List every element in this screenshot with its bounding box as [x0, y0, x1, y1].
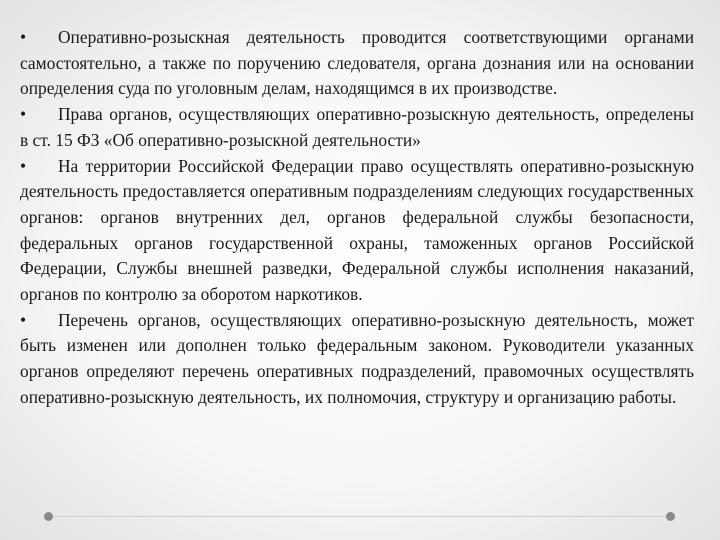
footer-right-dot-icon	[666, 512, 675, 521]
paragraph-3	[20, 154, 694, 308]
footer-left-dot-icon	[44, 512, 53, 521]
paragraph-3-text: На территории Российской Федерации право осуществлять оперативно-розыскную деятельность предоставляется оперативным подразделениям следующих государственных органов: органов внутренних дел, органов федеральной службы безопасности, федеральных органов государственной охраны, таможенных органов Российской Федерации, Службы внешней разведки, Федеральной службы исполнения наказаний, органов по контролю за оборотом наркотиков.	[20, 155, 694, 305]
paragraph-1-text: Оперативно-розыскная деятельность проводится соответствующими органами самостоятельно, а также по поручению следователя, органа дознания или на основании определения суда по уголовным делам, находящимся в их производстве.	[20, 27, 694, 99]
paragraph-2-text: Права органов, осуществляющих оперативно-розыскную деятельность, определены в ст. 15 ФЗ «Об оперативно-розыскной деятельности»	[20, 104, 694, 150]
bullet-2: •	[20, 104, 27, 125]
bullet-3: •	[20, 155, 27, 176]
bullet-4: •	[20, 309, 27, 330]
bullet-1: •	[20, 27, 27, 47]
paragraph-2	[20, 102, 694, 153]
footer-divider	[48, 516, 670, 517]
paragraph-1	[20, 25, 694, 102]
paragraph-4	[20, 308, 694, 411]
slide-body-text	[20, 25, 694, 411]
paragraph-4-text: Перечень органов, осуществляющих оперативно-розыскную деятельность, может быть изменен или дополнен только федеральным законом. Руководители указанных органов определяют перечень оперативных подразделений, правомочных осуществлять оперативно-розыскную деятельность, их полномочия, структуру и организацию работы.	[20, 309, 694, 407]
